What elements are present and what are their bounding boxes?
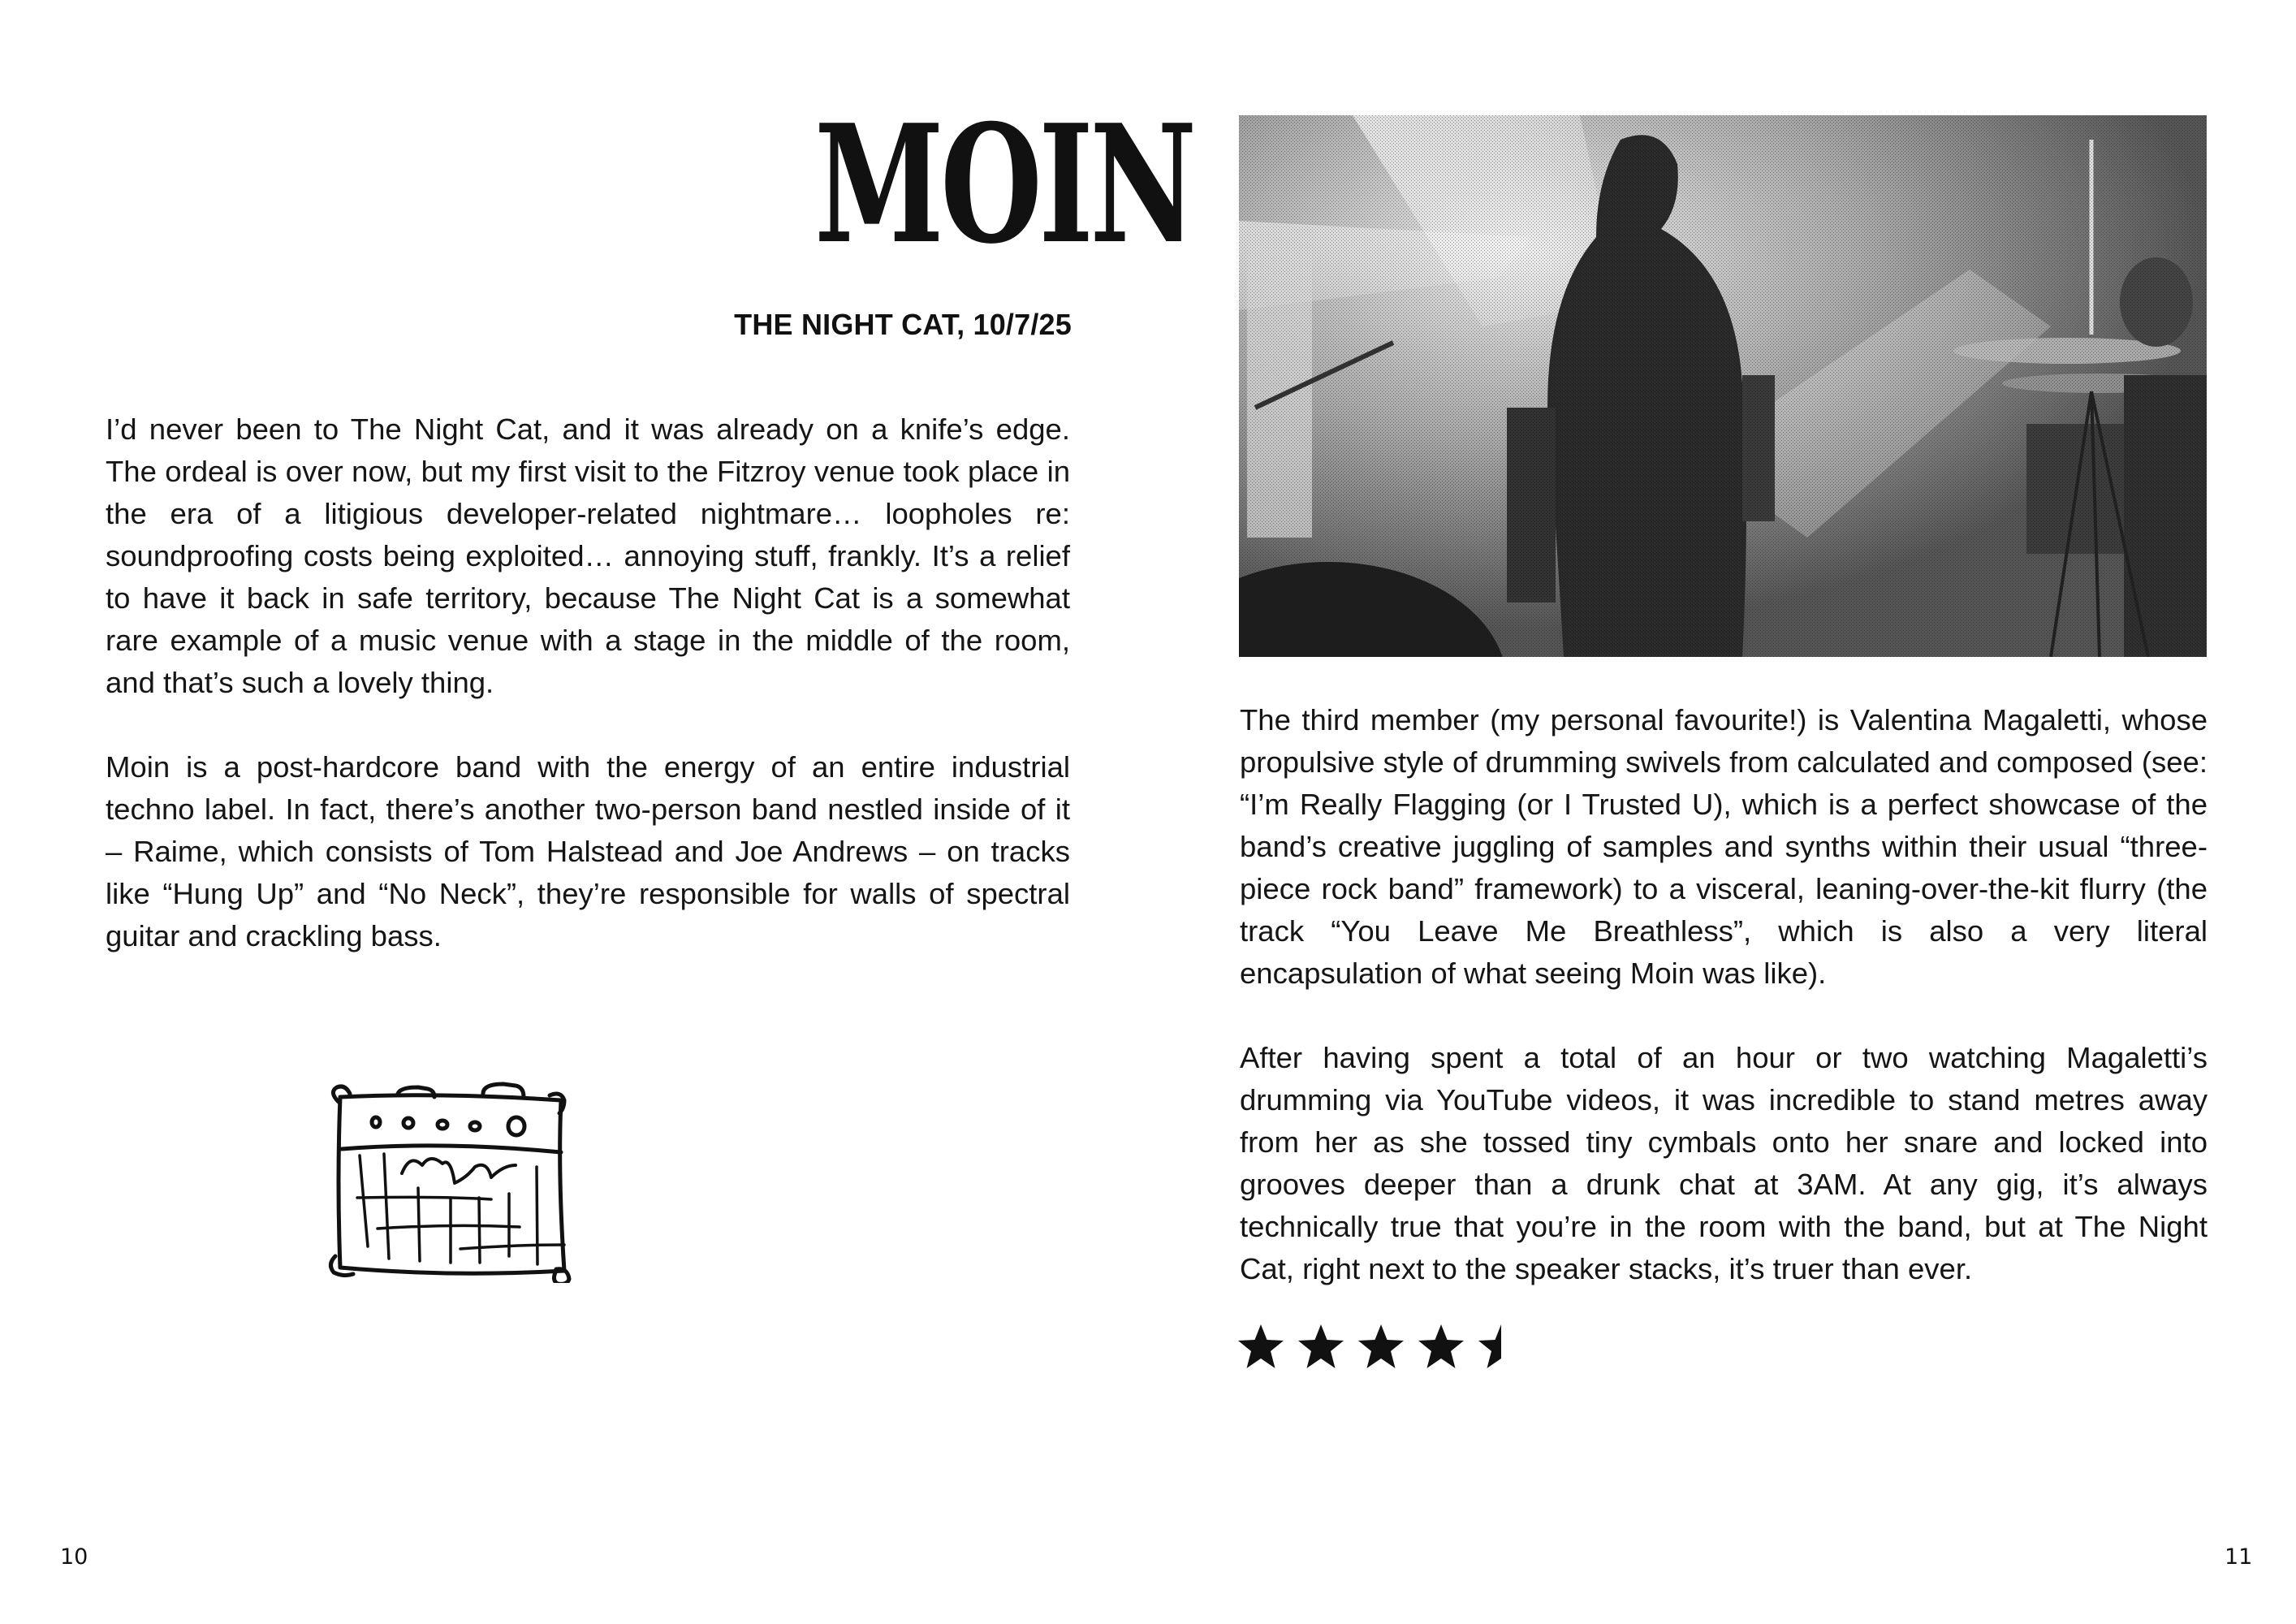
- star-icon: [1297, 1324, 1344, 1369]
- star-rating: [1237, 1324, 1525, 1369]
- paragraph: Moin is a post-hardcore band with the energy of an entire industrial techno label. In fact, there’s another two-person band nestled inside of it – Raime, which consists of Tom Halstead and Joe Andrews – on tracks like “Hung Up” and “No Neck”, they’re responsible for walls of spectral guitar and crackling bass.: [106, 750, 1070, 952]
- concert-photo: [1239, 115, 2207, 657]
- page-number: 11: [2225, 1544, 2253, 1570]
- star-icon: [1357, 1324, 1405, 1369]
- venue-date-subtitle: THE NIGHT CAT, 10/7/25: [734, 308, 1072, 341]
- star-icon: [1418, 1324, 1465, 1369]
- star-icon: [1237, 1324, 1284, 1369]
- paragraph: I’d never been to The Night Cat, and it was already on a knife’s edge. The ordeal is over now, but my first visit to the Fitzroy venue took place in the era of a litigious developer-related nightmare… loopholes re: soundproofing costs being exploited… annoying stuff, frankly. It’s a relief to have it back in safe territory, because The Night Cat is a somewhat rare example of a music venue with a stage in the middle of the room, and that’s such a lovely thing.: [106, 412, 1070, 699]
- half-star-icon: [1478, 1324, 1525, 1369]
- band-title: MOIN: [814, 89, 1193, 280]
- right-article-body: [1240, 699, 2208, 1290]
- paragraph: After having spent a total of an hour or two watching Magaletti’s drumming via YouTube videos, it was incredible to stand metres away from her as she tossed tiny cymbals onto her snare and locked into grooves deeper than a drunk chat at 3AM. At any gig, it’s always technically true that you’re in the room with the band, but at The Night Cat, right next to the speaker stacks, it’s truer than ever.: [1240, 1041, 2208, 1285]
- guitar-amp-icon: [321, 1076, 576, 1283]
- page-number: 10: [60, 1544, 88, 1570]
- paragraph: The third member (my personal favourite!) is Valentina Magaletti, whose propulsive style of drumming swivels from calculated and composed (see: “I’m Really Flagging (or I Trusted U), which is a perfect showcase of the band’s creative juggling of samples and synths within their usual “three-piece rock band” framework) to a visceral, leaning-over-the-kit flurry (the track “You Leave Me Breathless”, which is also a very literal encapsulation of what seeing Moin was like).: [1240, 703, 2208, 990]
- left-article-body: [106, 408, 1070, 957]
